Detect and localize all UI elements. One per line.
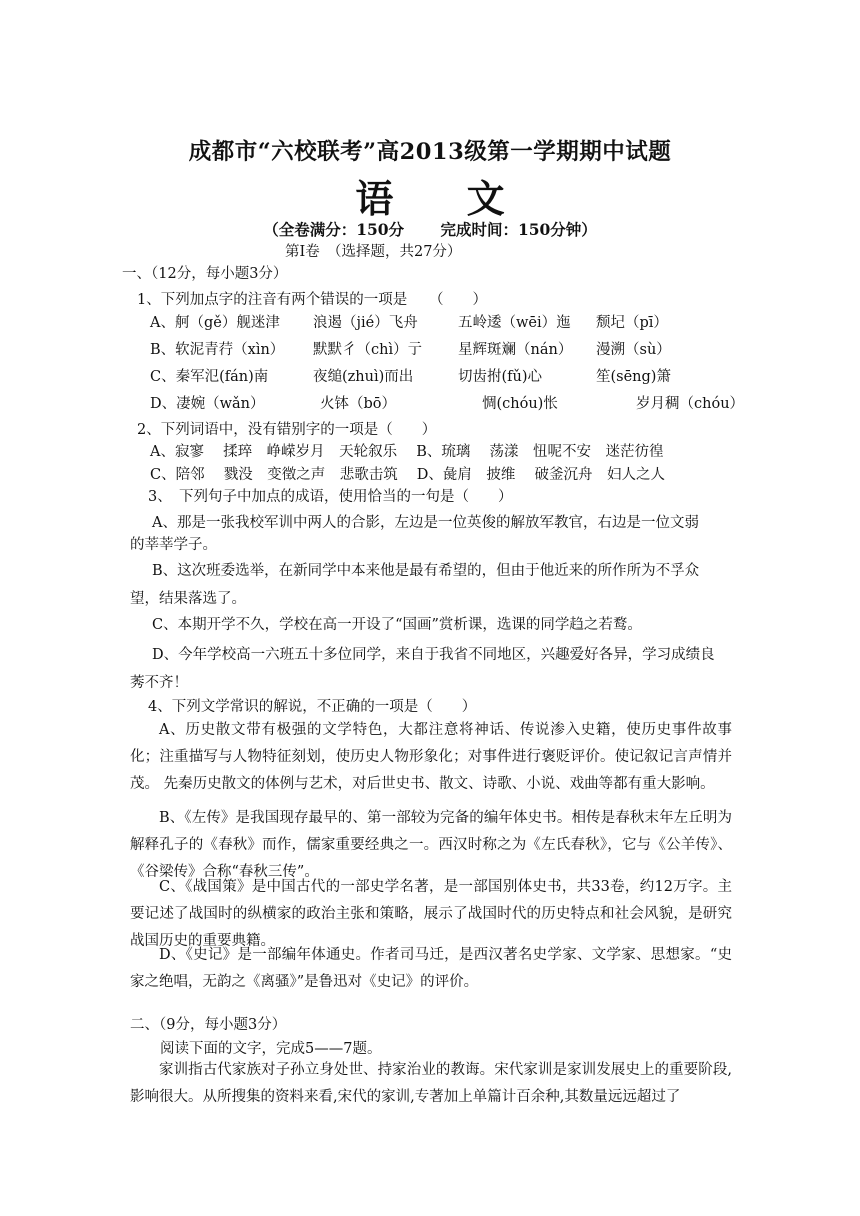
q1-option-b2: 默默彳（chì）亍 bbox=[313, 342, 423, 358]
q1-option-d3: 惆(chóu)怅 bbox=[482, 396, 558, 412]
q1-stem: 1、下列加点字的注音有两个错误的一项是 （ ） bbox=[137, 292, 487, 308]
q4-option-b: B、《左传》是我国现存最早的、第一部较为完备的编年体史书。相传是春秋末年左丘明为解释孔子的《春秋》而作，儒家重要经典之一。西汉时称之为《左氏春秋》，它与《公羊传》、《谷梁传》合称“春秋三传”。 bbox=[130, 810, 732, 880]
q3-stem: 3、 下列句子中加点的成语，使用恰当的一句是（ ） bbox=[148, 489, 513, 505]
q3-option-a-line1: A、那是一张我校军训中两人的合影，左边是一位英俊的解放军教官，右边是一位文弱 bbox=[152, 515, 699, 531]
q1-option-a1: A、舸（gě）舰迷津 bbox=[150, 315, 280, 331]
section1-heading: 一、（12分，每小题3分） bbox=[122, 266, 288, 282]
q1-option-c1: C、秦军氾(fán)南 bbox=[150, 369, 269, 385]
q1-option-c4: 笙(sēng)箫 bbox=[596, 369, 671, 385]
q1-option-c2: 夜缒(zhuì)而出 bbox=[313, 369, 414, 385]
q2-stem: 2、下列词语中，没有错别字的一项是（ ） bbox=[137, 422, 437, 438]
q4-option-d: D、《史记》是一部编年体通史。作者司马迁，是西汉著名史学家、文学家、思想家。“史家之绝唱，无韵之《离骚》”是鲁迅对《史记》的评价。 bbox=[130, 947, 732, 990]
q1-option-a2: 浪遏（jié）飞舟 bbox=[313, 315, 418, 331]
exam-meta: （全卷满分：150分 完成时间：150分钟） bbox=[263, 220, 597, 239]
volume-heading: 第Ⅰ卷 （选择题，共27分） bbox=[285, 244, 462, 260]
q4-option-a: A、历史散文带有极强的文学特色，大都注意将神话、传说渗入史籍，使历史事件故事化；注重描写与人物特征刻划，使历史人物形象化；对事件进行褒贬评价。使记叙记言声情并茂。 先秦历史散文的体例与艺术，对后世史书、散文、诗歌、小说、戏曲等都有重大影响。 bbox=[130, 722, 732, 792]
section2-heading: 二、（9分，每小题3分） bbox=[130, 1017, 287, 1033]
q1-option-d2: 火钵（bō） bbox=[320, 396, 397, 412]
q4-stem: 4、下列文学常识的解说，不正确的一项是（ ） bbox=[148, 699, 477, 715]
q1-option-a4: 颓圮（pī） bbox=[596, 315, 668, 331]
q4-option-c: C、《战国策》是中国古代的一部史学名著，是一部国别体史书，共33卷，约12万字。主要记述了战国时的纵横家的政治主张和策略，展示了战国时代的历史特点和社会风貌，是研究战国历史的重要典籍。 bbox=[130, 879, 732, 949]
q3-option-b-line2: 望，结果落选了。 bbox=[130, 591, 246, 607]
q3-option-d-line1: D、今年学校高一六班五十多位同学，来自于我省不同地区，兴趣爱好各异，学习成绩良 bbox=[152, 647, 715, 663]
q2-options-row1: A、寂寥 揉琗 峥嵘岁月 天轮叙乐 B、琉璃 荡漾 忸呢不安 迷茫彷徨 bbox=[150, 444, 664, 460]
q1-option-d1: D、凄婉（wǎn） bbox=[150, 396, 265, 412]
q1-option-b1: B、软泥青荇（xìn） bbox=[150, 342, 285, 358]
q1-option-c3: 切齿拊(fǔ)心 bbox=[458, 369, 543, 385]
exam-title: 成都市“六校联考”高2013级第一学期期中试题 bbox=[188, 139, 672, 165]
q3-option-b-line1: B、这次班委选举，在新同学中本来他是最有希望的，但由于他近来的所作所为不孚众 bbox=[152, 563, 700, 579]
section2-intro: 阅读下面的文字，完成5——7题。 bbox=[160, 1041, 382, 1057]
q1-option-b4: 漫溯（sù） bbox=[596, 342, 671, 358]
q1-option-a3: 五岭逶（wēi）迤 bbox=[458, 315, 571, 331]
q1-option-b3: 星辉斑斓（nán） bbox=[458, 342, 573, 358]
q2-options-row2: C、陪邻 戮没 变徵之声 悲歌击筑 D、彘肩 披维 破釜沉舟 妇人之人 bbox=[150, 467, 666, 483]
q3-option-c: C、本期开学不久，学校在高一开设了“国画”赏析课，选课的同学趋之若鹜。 bbox=[152, 617, 642, 633]
q1-option-d4: 岁月稠（chóu） bbox=[636, 396, 745, 412]
subject-title: 语 文 bbox=[355, 176, 535, 221]
q3-option-d-line2: 莠不齐！ bbox=[130, 675, 188, 691]
q3-option-a-line2: 的莘莘学子。 bbox=[130, 537, 217, 553]
section2-passage: 家训指古代家族对子孙立身处世、持家治业的教诲。宋代家训是家训发展史上的重要阶段,影响很大。从所搜集的资料来看,宋代的家训,专著加上单篇计百余种,其数量远远超过了 bbox=[130, 1062, 732, 1105]
